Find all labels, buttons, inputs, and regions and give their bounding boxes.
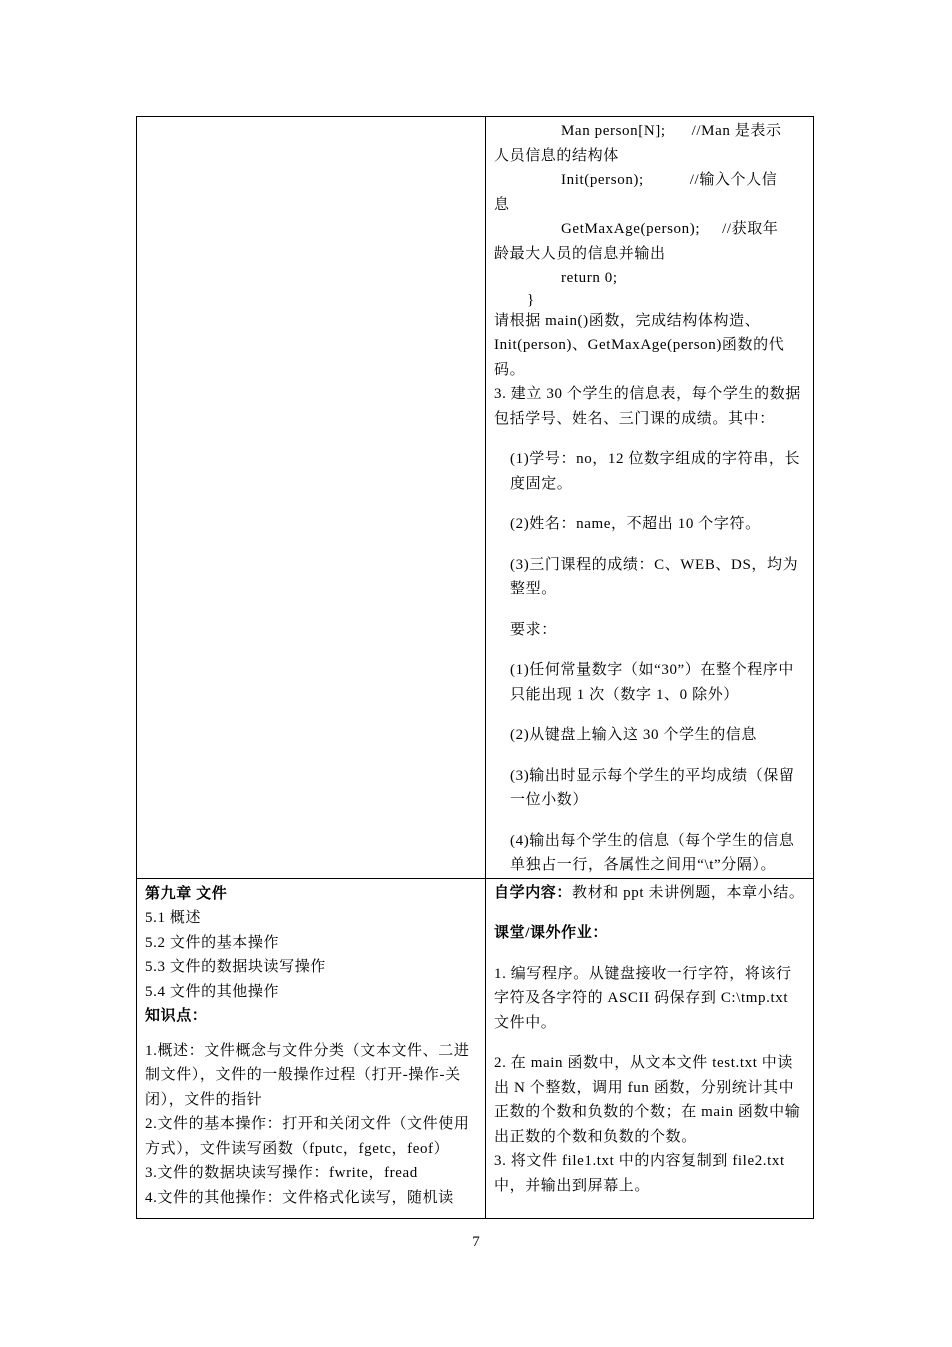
knowledge-item: 1.概述：文件概念与文件分类（文本文件、二进制文件），文件的一般操作过程（打开-操作-关闭），文件的指针 bbox=[145, 1042, 470, 1108]
code-line: Man person[N]; //Man 是表示 bbox=[561, 123, 782, 139]
list-item: (3)输出时显示每个学生的平均成绩（保留一位小数） bbox=[510, 767, 795, 808]
list-item: (3)三门课程的成绩：C、WEB、DS，均为整型。 bbox=[510, 556, 799, 597]
list-item: (1)任何常量数字（如“30”）在整个程序中只能出现 1 次（数字 1、0 除外） bbox=[510, 662, 795, 703]
chapter-title: 第九章 文件 bbox=[145, 885, 228, 902]
code-comment: 息 bbox=[494, 196, 510, 213]
self-study: 自学内容：教材和 ppt 未讲例题，本章小结。 bbox=[494, 884, 805, 901]
knowledge-label: 知识点： bbox=[145, 1008, 208, 1024]
code-comment: 人员信息的结构体 bbox=[494, 147, 619, 164]
paragraph: 3. 建立 30 个学生的信息表，每个学生的数据包括学号、姓名、三门课的成绩。其中： bbox=[494, 386, 801, 427]
knowledge-item: 2.文件的基本操作：打开和关闭文件（文件使用方式），文件读写函数（fputc，fgetc，feof） bbox=[145, 1116, 470, 1157]
list-item: (4)输出每个学生的信息（每个学生的信息单独占一行，各属性之间用“\t”分隔）。 bbox=[510, 832, 795, 873]
requirements-label: 要求： bbox=[510, 621, 557, 638]
table-row bbox=[137, 878, 814, 1218]
knowledge-item: 3.文件的数据块读写操作：fwrite，fread bbox=[145, 1165, 418, 1181]
table-cell-chapter bbox=[137, 878, 486, 1218]
homework-item: 2. 在 main 函数中，从文本文件 test.txt 中读出 N 个整数，调用 fun 函数，分别统计其中正数的个数和负数的个数；在 main 函数中输出正数的个数和负数的个数。 bbox=[494, 1055, 801, 1145]
table-cell-left-empty bbox=[137, 117, 486, 879]
code-comment: 龄最大人员的信息并输出 bbox=[494, 245, 666, 262]
section-item: 5.4 文件的其他操作 bbox=[145, 983, 280, 1000]
list-item: (2)从键盘上输入这 30 个学生的信息 bbox=[510, 727, 757, 743]
code-line: return 0; bbox=[561, 270, 618, 286]
section-item: 5.3 文件的数据块读写操作 bbox=[145, 959, 326, 975]
page-number: 7 bbox=[472, 1234, 480, 1250]
code-brace: } bbox=[527, 291, 535, 308]
code-line: Init(person); //输入个人信 bbox=[561, 172, 778, 188]
code-line: GetMaxAge(person); //获取年 bbox=[561, 221, 779, 237]
section-item: 5.2 文件的基本操作 bbox=[145, 934, 280, 951]
section-item: 5.1 概述 bbox=[145, 910, 202, 926]
list-item: (2)姓名：name，不超出 10 个字符。 bbox=[510, 516, 761, 532]
table-cell-assignments bbox=[486, 117, 814, 879]
list-item: (1)学号：no，12 位数字组成的字符串，长度固定。 bbox=[510, 451, 801, 492]
table-cell-homework bbox=[486, 878, 814, 1218]
table-row bbox=[137, 117, 814, 879]
homework-label: 课堂/课外作业： bbox=[494, 925, 608, 941]
homework-item: 3. 将文件 file1.txt 中的内容复制到 file2.txt 中，并输出到屏幕上。 bbox=[494, 1153, 785, 1194]
syllabus-table bbox=[136, 116, 814, 1219]
homework-item: 1. 编写程序。从键盘接收一行字符，将该行字符及各字符的 ASCII 码保存到 C:\tmp.txt 文件中。 bbox=[494, 965, 792, 1031]
paragraph: 请根据 main()函数，完成结构体构造、Init(person)、GetMaxAge(person)函数的代码。 bbox=[494, 312, 785, 378]
knowledge-item: 4.文件的其他操作：文件格式化读写，随机读 bbox=[145, 1189, 454, 1206]
